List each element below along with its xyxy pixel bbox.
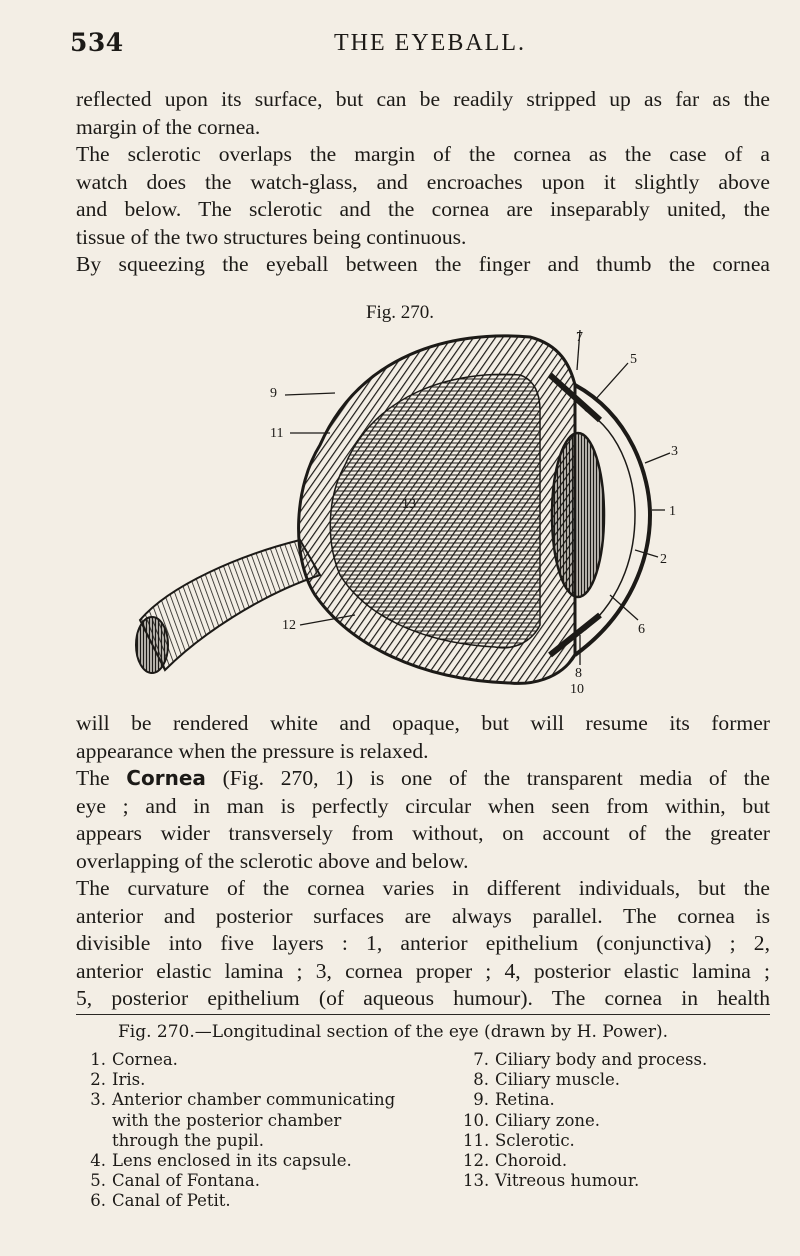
legend-item: 3. Anterior chamber communicating [90, 1090, 396, 1110]
callout-3: 3 [671, 444, 678, 459]
legend-item: 7. Ciliary body and process. [473, 1050, 708, 1069]
text-line: watch does the watch-glass, and encroaches upon it slightly above [76, 169, 770, 194]
caption-rule [76, 1014, 770, 1015]
callout-7: 7 [576, 330, 583, 345]
text-line: The curvature of the cornea varies in different individuals, but the [76, 876, 770, 900]
lens [552, 433, 604, 597]
text-line: The sclerotic overlaps the margin of the cornea as the case of a [76, 142, 770, 166]
optic-nerve-end [136, 617, 168, 673]
text-line: eye ; and in man is perfectly circular when seen from within, but [76, 793, 770, 818]
text-line: tissue of the two structures being continuous. [76, 224, 467, 249]
legend-item: 11. Sclerotic. [463, 1130, 575, 1150]
legend-item: 10. Ciliary zone. [463, 1110, 601, 1130]
callout-13: 13 [402, 497, 416, 512]
callout-9: 9 [270, 386, 277, 401]
page-header [70, 28, 770, 68]
text-line: appears wider transversely from without, on account of the greater [76, 821, 770, 845]
eye-section-figure [130, 325, 690, 695]
legend-item: 6. Canal of Petit. [90, 1191, 231, 1211]
legend-item-continuation: through the pupil. [112, 1130, 264, 1150]
legend-item: 9. Retina. [473, 1090, 555, 1110]
eye-section-illustration [130, 325, 690, 695]
legend-left-column [80, 1050, 410, 1212]
text-line: reflected upon its surface, but can be readily stripped up as far as the [76, 87, 770, 111]
legend-item: 8. Ciliary muscle. [473, 1070, 621, 1090]
callout-6: 6 [638, 622, 645, 637]
text-line: 5, posterior epithelium (of aqueous humour). The cornea in health [76, 986, 770, 1010]
text-line: appearance when the pressure is relaxed. [76, 738, 429, 763]
text-line: margin of the cornea. [76, 114, 261, 139]
text-line: overlapping of the sclerotic above and below. [76, 848, 469, 873]
legend-item: 1. Cornea. [90, 1050, 178, 1069]
bottom-paragraph [76, 710, 770, 1013]
legend-item: 5. Canal of Fontana. [90, 1171, 261, 1191]
figure-caption: Fig. 270.—Longitudinal section of the eye (drawn by H. Power). [118, 1022, 669, 1042]
callout-11: 11 [270, 426, 284, 441]
text-line: will be rendered white and opaque, but will resume its former [76, 711, 770, 735]
text-line: (Fig. 270, 1) is one of the transparent media of the [222, 766, 770, 790]
text-line: By squeezing the eyeball between the finger and thumb the cornea [76, 252, 770, 276]
legend-item: 4. Lens enclosed in its capsule. [90, 1151, 352, 1171]
callout-8: 8 [575, 666, 582, 681]
cornea-lead-line [76, 765, 770, 793]
callout-2: 2 [660, 552, 667, 567]
text-line: divisible into five layers : 1, anterior epithelium (conjunctiva) ; 2, [76, 931, 770, 955]
legend-item: 13. Vitreous humour. [463, 1171, 640, 1191]
callout-1: 1 [669, 504, 676, 519]
text-line: and below. The sclerotic and the cornea are inseparably united, the [76, 197, 770, 221]
legend-item-continuation: with the posterior chamber [112, 1110, 342, 1130]
legend-item: 2. Iris. [90, 1070, 146, 1090]
callout-5: 5 [630, 352, 637, 367]
legend-item: 12. Choroid. [463, 1151, 568, 1171]
figure-label: Fig. 270. [365, 302, 435, 323]
text-line: anterior and posterior surfaces are always parallel. The cornea is [76, 903, 770, 928]
lead-in-bold: Cornea [126, 766, 206, 790]
page-number: 534 [70, 28, 124, 57]
callout-12: 12 [282, 618, 296, 633]
running-title: THE EYEBALL. [334, 30, 526, 56]
text-line: anterior elastic lamina ; 3, cornea proper ; 4, posterior elastic lamina ; [76, 958, 770, 983]
lead-in-plain: The [76, 766, 110, 790]
top-paragraph [76, 86, 770, 279]
callout-10: 10 [570, 682, 584, 695]
legend-right-column [463, 1050, 783, 1191]
